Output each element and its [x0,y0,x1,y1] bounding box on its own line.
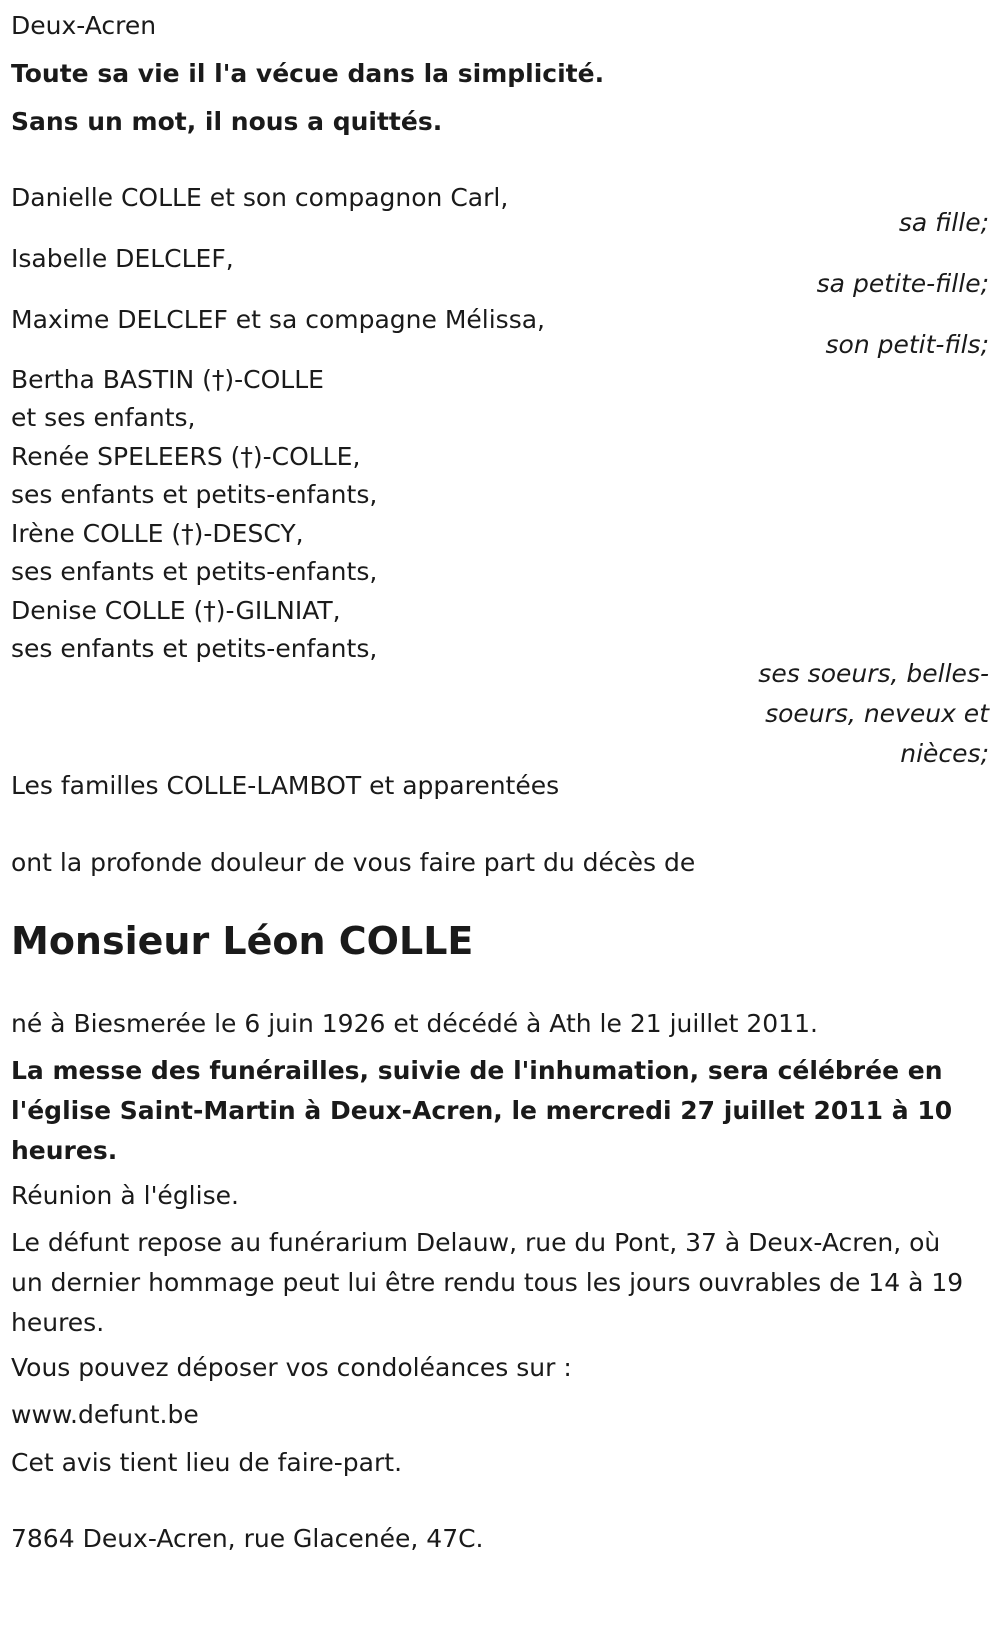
place-name: Deux-Acren [11,11,157,40]
sibling-line-4: ses enfants et petits-enfants, [11,480,378,509]
sibling-line-2: et ses enfants, [11,403,196,432]
sibling-line-3: Renée SPELEERS (†)-COLLE, [11,442,361,471]
relation-grandson: son petit-fils; [825,330,989,359]
quote-line-2: Sans un mot, il nous a quittés. [11,107,443,136]
family-member-2: Isabelle DELCLEF, [11,244,234,273]
relation-daughter: sa fille; [898,208,989,237]
deceased-name: Monsieur Léon COLLE [11,919,474,963]
sibling-line-1: Bertha BASTIN (†)-COLLE [11,365,324,394]
condolences-label: Vous pouvez déposer vos condoléances sur : [11,1353,572,1382]
visitation-info: Le défunt repose au funérarium Delauw, rue du Pont, 37 à Deux-Acren, où un dernier hommage peut lui être rendu tous les jours ouvrables de 14 à 19 heures. [11,1228,964,1337]
announcement: ont la profonde douleur de vous faire part du décès de [11,848,696,877]
family-member-1: Danielle COLLE et son compagnon Carl, [11,183,509,212]
family-member-3: Maxime DELCLEF et sa compagne Mélissa, [11,305,545,334]
meeting-info: Réunion à l'église. [11,1181,239,1210]
sibling-line-6: ses enfants et petits-enfants, [11,557,378,586]
sibling-line-7: Denise COLLE (†)-GILNIAT, [11,596,341,625]
condolences-website[interactable]: www.defunt.be [11,1400,199,1429]
birth-death-dates: né à Biesmerée le 6 juin 1926 et décédé à Ath le 21 juillet 2011. [11,1009,818,1038]
address: 7864 Deux-Acren, rue Glacenée, 47C. [11,1524,484,1553]
quote-line-1: Toute sa vie il l'a vécue dans la simplicité. [11,59,605,88]
families-line: Les familles COLLE-LAMBOT et apparentées [11,771,560,800]
relation-siblings: ses soeurs, belles-soeurs, neveux et nièces; [758,659,989,768]
sibling-line-8: ses enfants et petits-enfants, [11,634,378,663]
funeral-details: La messe des funérailles, suivie de l'inhumation, sera célébrée en l'église Saint-Martin à Deux-Acren, le mercredi 27 juillet 2011 à 10 heures. [11,1056,953,1165]
relation-granddaughter: sa petite-fille; [816,269,989,298]
sibling-line-5: Irène COLLE (†)-DESCY, [11,519,304,548]
notice-line: Cet avis tient lieu de faire-part. [11,1448,403,1477]
